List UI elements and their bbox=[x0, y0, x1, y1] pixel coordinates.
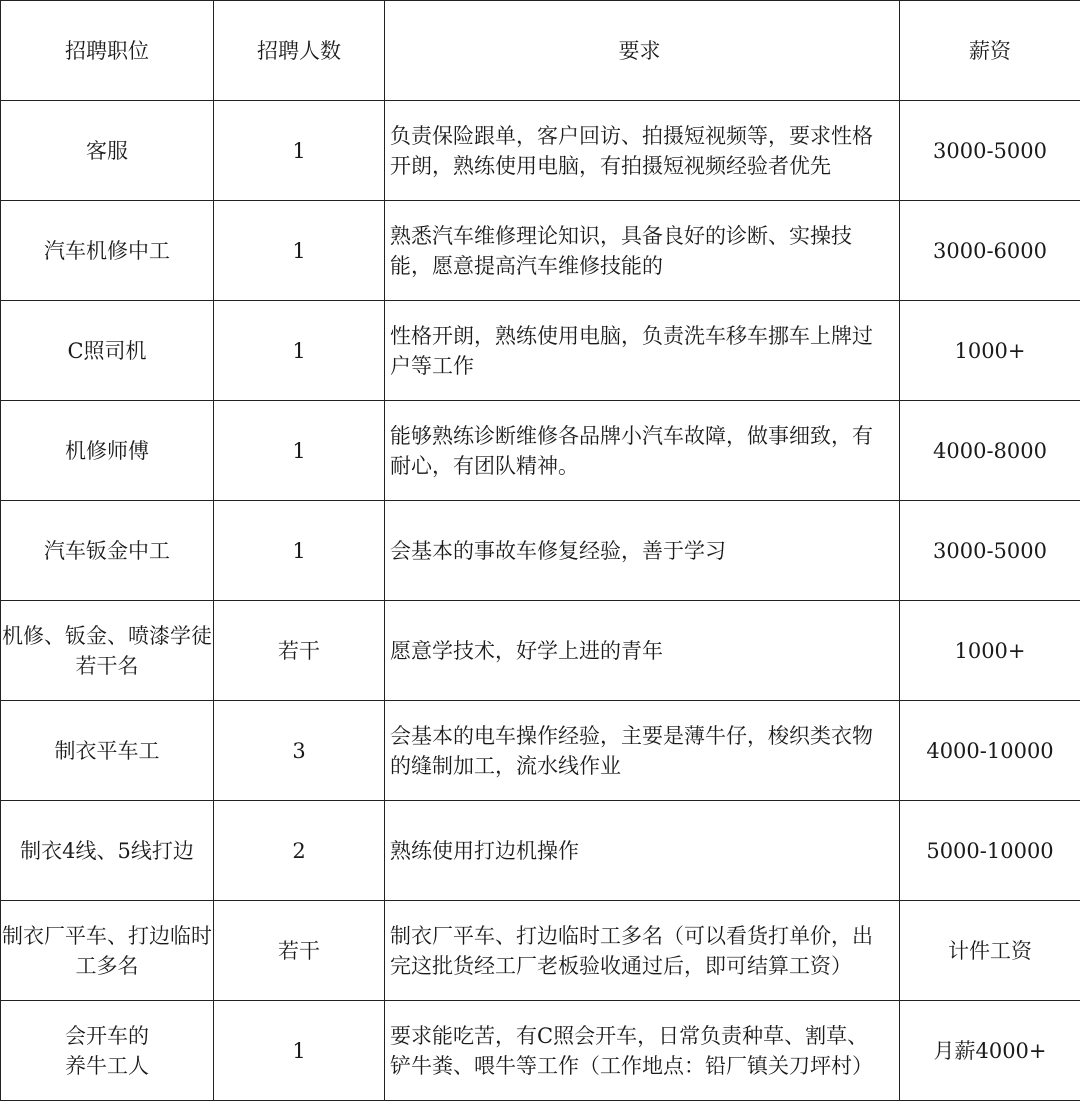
cell-salary: 5000-10000 bbox=[900, 801, 1080, 901]
cell-count: 1 bbox=[214, 1001, 385, 1101]
table-row bbox=[1, 701, 1080, 801]
table-row bbox=[1, 301, 1080, 401]
table-row bbox=[1, 801, 1080, 901]
cell-position: C照司机 bbox=[1, 301, 214, 401]
cell-count: 2 bbox=[214, 801, 385, 901]
cell-count: 3 bbox=[214, 701, 385, 801]
cell-position: 制衣厂平车、打边临时工多名 bbox=[1, 901, 214, 1001]
cell-requirement: 愿意学技术，好学上进的青年 bbox=[385, 601, 900, 701]
cell-salary: 4000-10000 bbox=[900, 701, 1080, 801]
cell-requirement: 性格开朗，熟练使用电脑，负责洗车移车挪车上牌过户等工作 bbox=[385, 301, 900, 401]
table-row bbox=[1, 501, 1080, 601]
cell-requirement: 负责保险跟单，客户回访、拍摄短视频等，要求性格开朗，熟练使用电脑，有拍摄短视频经验者优先 bbox=[385, 101, 900, 201]
table-row bbox=[1, 601, 1080, 701]
cell-salary: 1000+ bbox=[900, 301, 1080, 401]
cell-count: 1 bbox=[214, 101, 385, 201]
cell-position: 汽车钣金中工 bbox=[1, 501, 214, 601]
cell-count: 1 bbox=[214, 501, 385, 601]
header-position: 招聘职位 bbox=[1, 1, 214, 101]
cell-requirement: 会基本的电车操作经验，主要是薄牛仔，梭织类衣物的缝制加工，流水线作业 bbox=[385, 701, 900, 801]
header-count: 招聘人数 bbox=[214, 1, 385, 101]
header-requirement: 要求 bbox=[385, 1, 900, 101]
cell-salary: 1000+ bbox=[900, 601, 1080, 701]
cell-requirement: 会基本的事故车修复经验，善于学习 bbox=[385, 501, 900, 601]
cell-position: 汽车机修中工 bbox=[1, 201, 214, 301]
cell-requirement: 能够熟练诊断维修各品牌小汽车故障，做事细致，有耐心，有团队精神。 bbox=[385, 401, 900, 501]
cell-position: 制衣平车工 bbox=[1, 701, 214, 801]
cell-salary: 3000-5000 bbox=[900, 101, 1080, 201]
cell-count: 若干 bbox=[214, 901, 385, 1001]
cell-salary: 计件工资 bbox=[900, 901, 1080, 1001]
cell-salary: 3000-5000 bbox=[900, 501, 1080, 601]
cell-salary: 3000-6000 bbox=[900, 201, 1080, 301]
cell-requirement: 熟悉汽车维修理论知识，具备良好的诊断、实操技能，愿意提高汽车维修技能的 bbox=[385, 201, 900, 301]
table-row bbox=[1, 1001, 1080, 1101]
cell-salary: 4000-8000 bbox=[900, 401, 1080, 501]
cell-requirement: 熟练使用打边机操作 bbox=[385, 801, 900, 901]
cell-count: 若干 bbox=[214, 601, 385, 701]
cell-position: 机修、钣金、喷漆学徒若干名 bbox=[1, 601, 214, 701]
cell-position: 机修师傅 bbox=[1, 401, 214, 501]
cell-salary: 月薪4000+ bbox=[900, 1001, 1080, 1101]
table-row bbox=[1, 401, 1080, 501]
cell-position: 客服 bbox=[1, 101, 214, 201]
table-row bbox=[1, 901, 1080, 1001]
cell-requirement: 制衣厂平车、打边临时工多名（可以看货打单价，出完这批货经工厂老板验收通过后，即可结算工资） bbox=[385, 901, 900, 1001]
cell-count: 1 bbox=[214, 301, 385, 401]
table-header-row bbox=[1, 1, 1080, 101]
cell-count: 1 bbox=[214, 401, 385, 501]
cell-position: 会开车的 养牛工人 bbox=[1, 1001, 214, 1101]
cell-count: 1 bbox=[214, 201, 385, 301]
cell-position: 制衣4线、5线打边 bbox=[1, 801, 214, 901]
table-row bbox=[1, 201, 1080, 301]
header-salary: 薪资 bbox=[900, 1, 1080, 101]
table-row bbox=[1, 101, 1080, 201]
cell-requirement: 要求能吃苦，有C照会开车，日常负责种草、割草、铲牛粪、喂牛等工作（工作地点：铅厂镇关刀坪村） bbox=[385, 1001, 900, 1101]
